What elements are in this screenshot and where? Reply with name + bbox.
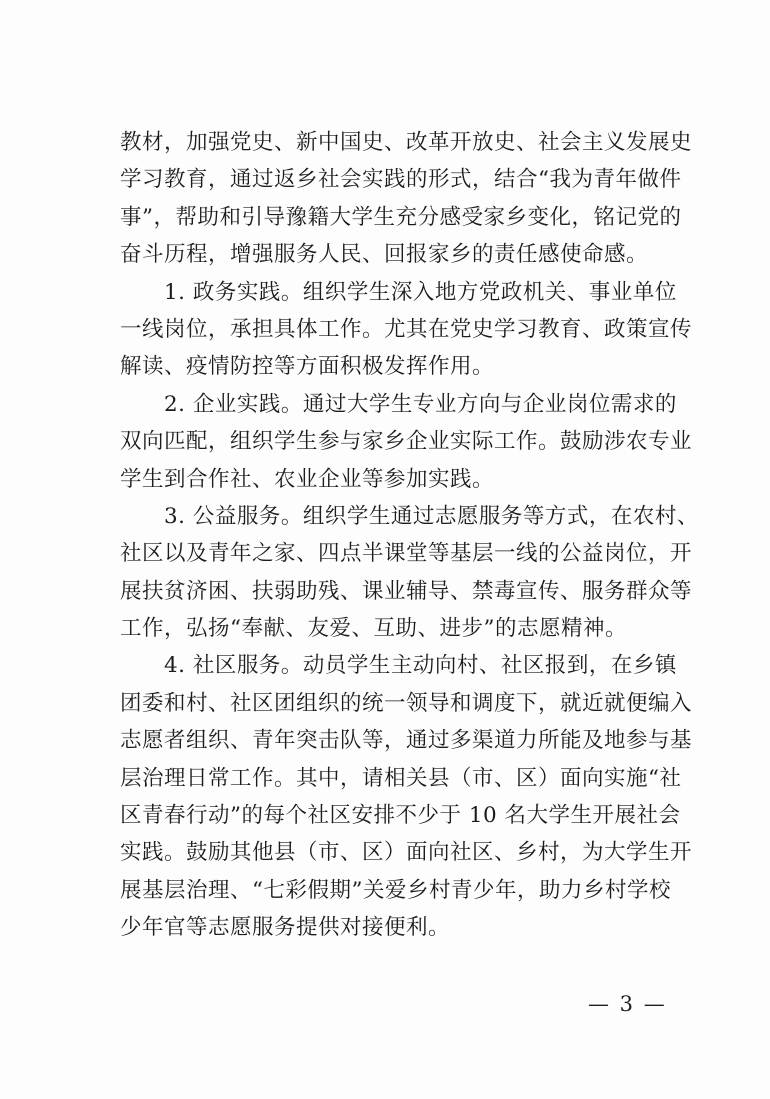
page-number: — 3 — [588,992,667,1016]
text-line: 工作，弘扬“奉献、友爱、互助、进步”的志愿精神。 [120,616,627,642]
text-line: 层治理日常工作。其中，请相关县（市、区）面向实施“社 [120,765,682,791]
text-line: 一线岗位，承担具体工作。尤其在党史学习教育、政策宣传 [120,316,693,342]
body-text [120,124,699,947]
text-line: 展基层治理、“七彩假期”关爱乡村青少年，助力乡村学校 [120,877,671,903]
text-line: 团委和村、社区团组织的统一领导和调度下，就近就便编入 [120,690,693,716]
text-line: 展扶贫济困、扶弱助残、课业辅导、禁毒宣传、服务群众等 [120,578,693,604]
text-line: 实践。鼓励其他县（市、区）面向社区、乡村，为大学生开 [120,840,693,866]
text-line: 区青春行动”的每个社区安排不少于 10 名大学生开展社会 [120,803,681,829]
text-line: 4. 社区服务。动员学生主动向村、社区报到，在乡镇 [120,653,677,679]
text-line: 学习教育，通过返乡社会实践的形式，结合“我为青年做件 [120,167,682,193]
text-line: 事”，帮助和引导豫籍大学生充分感受家乡变化，铭记党的 [120,204,682,230]
text-line: 奋斗历程，增强服务人民、回报家乡的责任感使命感。 [120,242,649,268]
text-line: 双向匹配，组织学生参与家乡企业实际工作。鼓励涉农专业 [120,429,693,455]
text-line: 1. 政务实践。组织学生深入地方党政机关、事业单位 [120,279,677,305]
text-line: 教材，加强党史、新中国史、改革开放史、社会主义发展史 [120,130,693,155]
text-line: 解读、疫情防控等方面积极发挥作用。 [120,354,495,380]
text-line: 志愿者组织、青年突击队等，通过多渠道力所能及地参与基 [120,728,693,754]
text-line: 2. 企业实践。通过大学生专业方向与企业岗位需求的 [120,391,677,417]
text-line: 学生到合作社、农业企业等参加实践。 [120,466,495,492]
text-line: 3. 公益服务。组织学生通过志愿服务等方式，在农村、 [120,503,699,529]
text-line: 社区以及青年之家、四点半课堂等基层一线的公益岗位，开 [120,541,693,567]
text-line: 少年官等志愿服务提供对接便利。 [120,915,451,941]
